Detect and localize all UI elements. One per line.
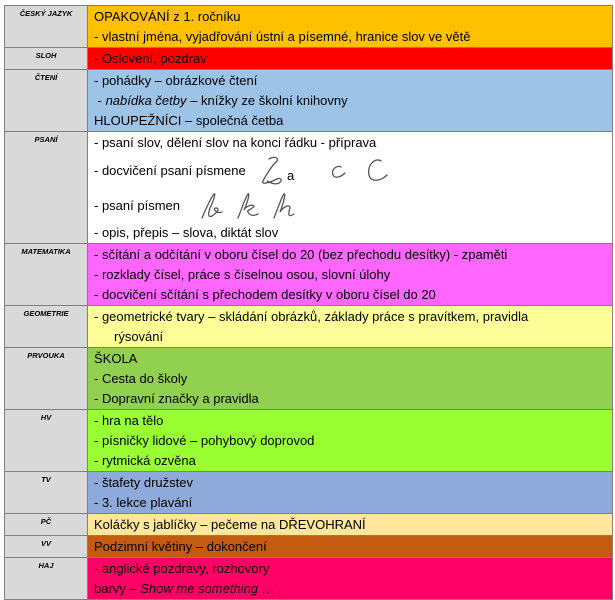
handwritten-letters-image-1 <box>255 155 405 188</box>
content-line: - docvičení sčítání s přechodem desítky v oboru čísel do 20 <box>94 287 436 302</box>
subject-cell: HV <box>5 410 88 472</box>
row-pc <box>5 514 613 536</box>
content-line: - Oslovení, pozdrav <box>94 51 207 66</box>
content-line: Koláčky s jablíčky – pečeme na DŘEVOHRANÍ <box>94 517 366 532</box>
content-line: rýsování <box>114 329 164 344</box>
content-line: - štafety družstev <box>94 475 193 490</box>
colors-text: barvy – <box>94 581 141 596</box>
content-cell <box>88 514 613 536</box>
content-cell <box>88 472 613 514</box>
content-cell <box>88 558 613 600</box>
subject-cell: PSANÍ <box>5 132 88 244</box>
content-line: - sčítání a odčítání v oboru čísel do 20 (bez přechodu desítky) - zpaměti <box>94 247 508 262</box>
content-cell <box>88 132 613 244</box>
content-cell <box>88 70 613 132</box>
row-cesky-jazyk <box>5 6 613 48</box>
content-cell <box>88 348 613 410</box>
content-line: - opis, přepis – slova, diktát slov <box>94 225 279 240</box>
content-line: - geometrické tvary – skládání obrázků, základy práce s pravítkem, pravidla <box>94 309 529 324</box>
content-cell <box>88 410 613 472</box>
row-prvouka <box>5 348 613 410</box>
content-cell <box>88 306 613 348</box>
content-line: - hra na tělo <box>94 413 164 428</box>
reading-offer-text: nabídka četby <box>105 93 187 108</box>
subject-cell: ČESKÝ JAZYK <box>5 6 88 48</box>
row-hv <box>5 410 613 472</box>
content-line: - Cesta do školy <box>94 371 188 386</box>
content-line: - Dopravní značky a pravidla <box>94 391 259 406</box>
subject-cell: HAJ <box>5 558 88 600</box>
content-line: OPAKOVÁNÍ z 1. ročníku <box>94 9 241 24</box>
content-cell <box>88 6 613 48</box>
weekly-plan-table <box>4 5 613 600</box>
content-line <box>88 579 612 599</box>
content-line <box>88 188 612 223</box>
content-cell <box>88 244 613 306</box>
subject-cell: VV <box>5 536 88 558</box>
content-line: ŠKOLA <box>94 351 138 366</box>
row-psani <box>5 132 613 244</box>
row-matematika <box>5 244 613 306</box>
content-line: - písničky lidové – pohybový doprovod <box>94 433 315 448</box>
subject-cell: PČ <box>5 514 88 536</box>
content-line: - nabídka četby – knížky ze školní knihovny <box>94 93 348 108</box>
content-line: - psaní slov, dělení slov na konci řádku - příprava <box>94 135 377 150</box>
content-cell <box>88 48 613 70</box>
row-cteni <box>5 70 613 132</box>
subject-cell: GEOMETRIE <box>5 306 88 348</box>
row-sloh <box>5 48 613 70</box>
content-line <box>88 153 612 188</box>
content-line: HLOUPEŽNÍCI – společná četba <box>94 113 284 128</box>
row-tv <box>5 472 613 514</box>
row-haj <box>5 558 613 600</box>
content-line: - anglické pozdravy, rozhovory <box>94 561 270 576</box>
subject-cell: TV <box>5 472 88 514</box>
content-line: - pohádky – obrázkové čtení <box>94 73 258 88</box>
subject-cell: PRVOUKA <box>5 348 88 410</box>
subject-cell: MATEMATIKA <box>5 244 88 306</box>
row-vv <box>5 536 613 558</box>
subject-cell: SLOH <box>5 48 88 70</box>
content-line: - 3. lekce plavání <box>94 495 193 510</box>
content-line: - rozklady čísel, práce s číselnou osou, slovní úlohy <box>94 267 391 282</box>
letters-practice-text: - psaní písmen <box>94 198 180 213</box>
show-me-text: Show me something … <box>140 581 275 596</box>
letter-a-text: a <box>287 167 295 183</box>
content-line: Podzimní květiny – dokončení <box>94 539 267 554</box>
handwritten-letters-image-2 <box>190 190 310 223</box>
subject-cell: ČTENÍ <box>5 70 88 132</box>
reading-offer-rest: – knížky ze školní knihovny <box>186 93 348 108</box>
letter-practice-text: - docvičení psaní písmene <box>94 163 246 178</box>
content-line: - rytmická ozvěna <box>94 453 196 468</box>
row-geometrie <box>5 306 613 348</box>
content-cell <box>88 536 613 558</box>
content-line: - vlastní jména, vyjadřování ústní a písemné, hranice slov ve větě <box>94 29 471 44</box>
